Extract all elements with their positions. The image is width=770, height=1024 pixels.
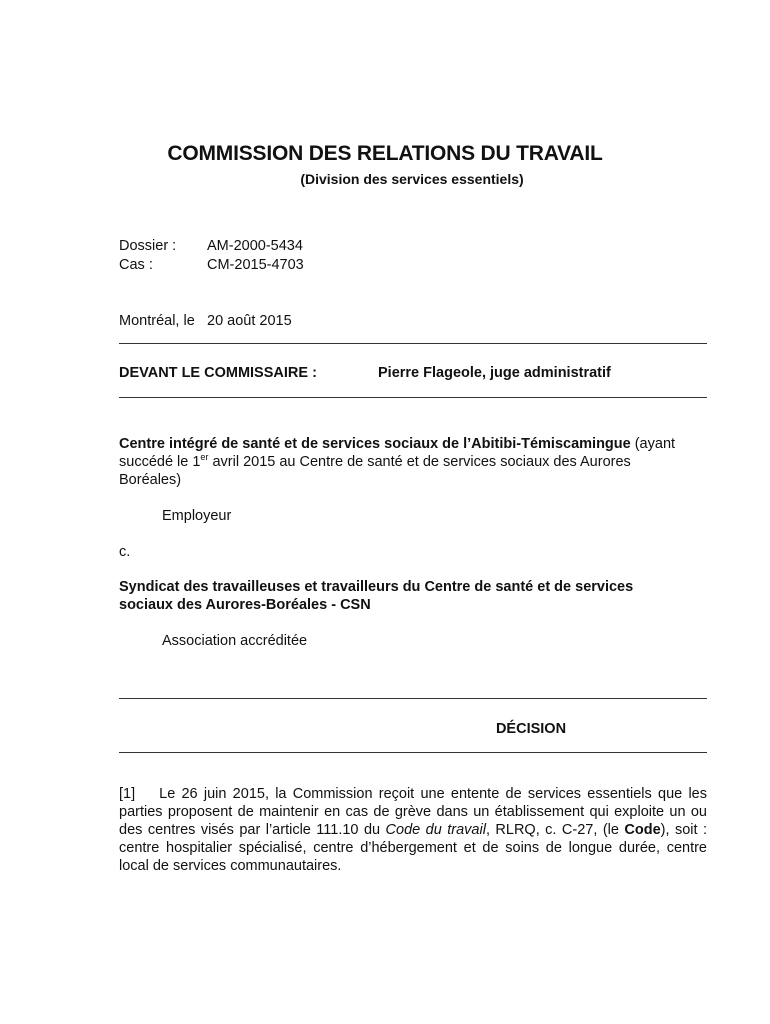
place-date-label: Montréal, le: [119, 313, 195, 329]
commissioner-name: Pierre Flageole, juge administratif: [378, 365, 611, 381]
employer-note-start: (ayant: [630, 436, 676, 452]
document-subtitle: (Division des services essentiels): [300, 171, 524, 187]
place-date-value: 20 août 2015: [207, 313, 292, 329]
paragraph-number: [1]: [119, 786, 136, 802]
employer-name: Centre intégré de santé et de services sociaux de l’Abitibi-Témiscamingue: [119, 436, 631, 452]
employer-note-line2b: avril 2015 au Centre de santé et de services sociaux des Aurores: [208, 454, 631, 470]
paragraph-text-c: ), soit : centre hospitalier spécialisé, centre d’hébergement et de soins de longue durée, centre local de services communautaires.: [119, 822, 708, 874]
employer-role: Employeur: [162, 508, 232, 524]
divider: [119, 698, 707, 699]
cas-value: CM-2015-4703: [207, 257, 304, 273]
cas-label: Cas :: [119, 257, 153, 273]
paragraph-code-abbr: Code: [624, 822, 661, 838]
paragraph-code-title: Code du travail: [385, 822, 486, 838]
divider: [119, 752, 707, 753]
dossier-value: AM-2000-5434: [207, 238, 303, 254]
paragraph-1: [119, 785, 707, 875]
decision-heading: [119, 721, 707, 737]
employer-note-sup: er: [200, 452, 209, 462]
decision-heading-text: DÉCISION: [495, 721, 567, 737]
paragraph-text-a: Le 26 juin 2015, la Commission reçoit une entente de services essentiels que les parties proposent de maintenir en cas de grève dans un établissement qui exploite un ou des centres visés par l’article 111.10 du: [119, 786, 707, 838]
versus: c.: [119, 544, 131, 560]
paragraph-text-b: , RLRQ, c. C-27, (le: [485, 822, 625, 838]
union-name-line2: sociaux des Aurores-Boréales - CSN: [119, 597, 371, 613]
employer-note-line3: Boréales): [119, 472, 182, 488]
employer-block: [119, 435, 707, 489]
divider: [119, 343, 707, 344]
dossier-label: Dossier :: [119, 238, 177, 254]
divider: [119, 397, 707, 398]
union-name-line1: Syndicat des travailleuses et travailleurs du Centre de santé et de services: [119, 579, 634, 595]
document-title: COMMISSION DES RELATIONS DU TRAVAIL: [167, 142, 603, 165]
commissioner-label: DEVANT LE COMMISSAIRE :: [119, 365, 317, 381]
employer-note-line2a: succédé le 1: [119, 454, 201, 470]
union-role: Association accréditée: [162, 633, 308, 649]
